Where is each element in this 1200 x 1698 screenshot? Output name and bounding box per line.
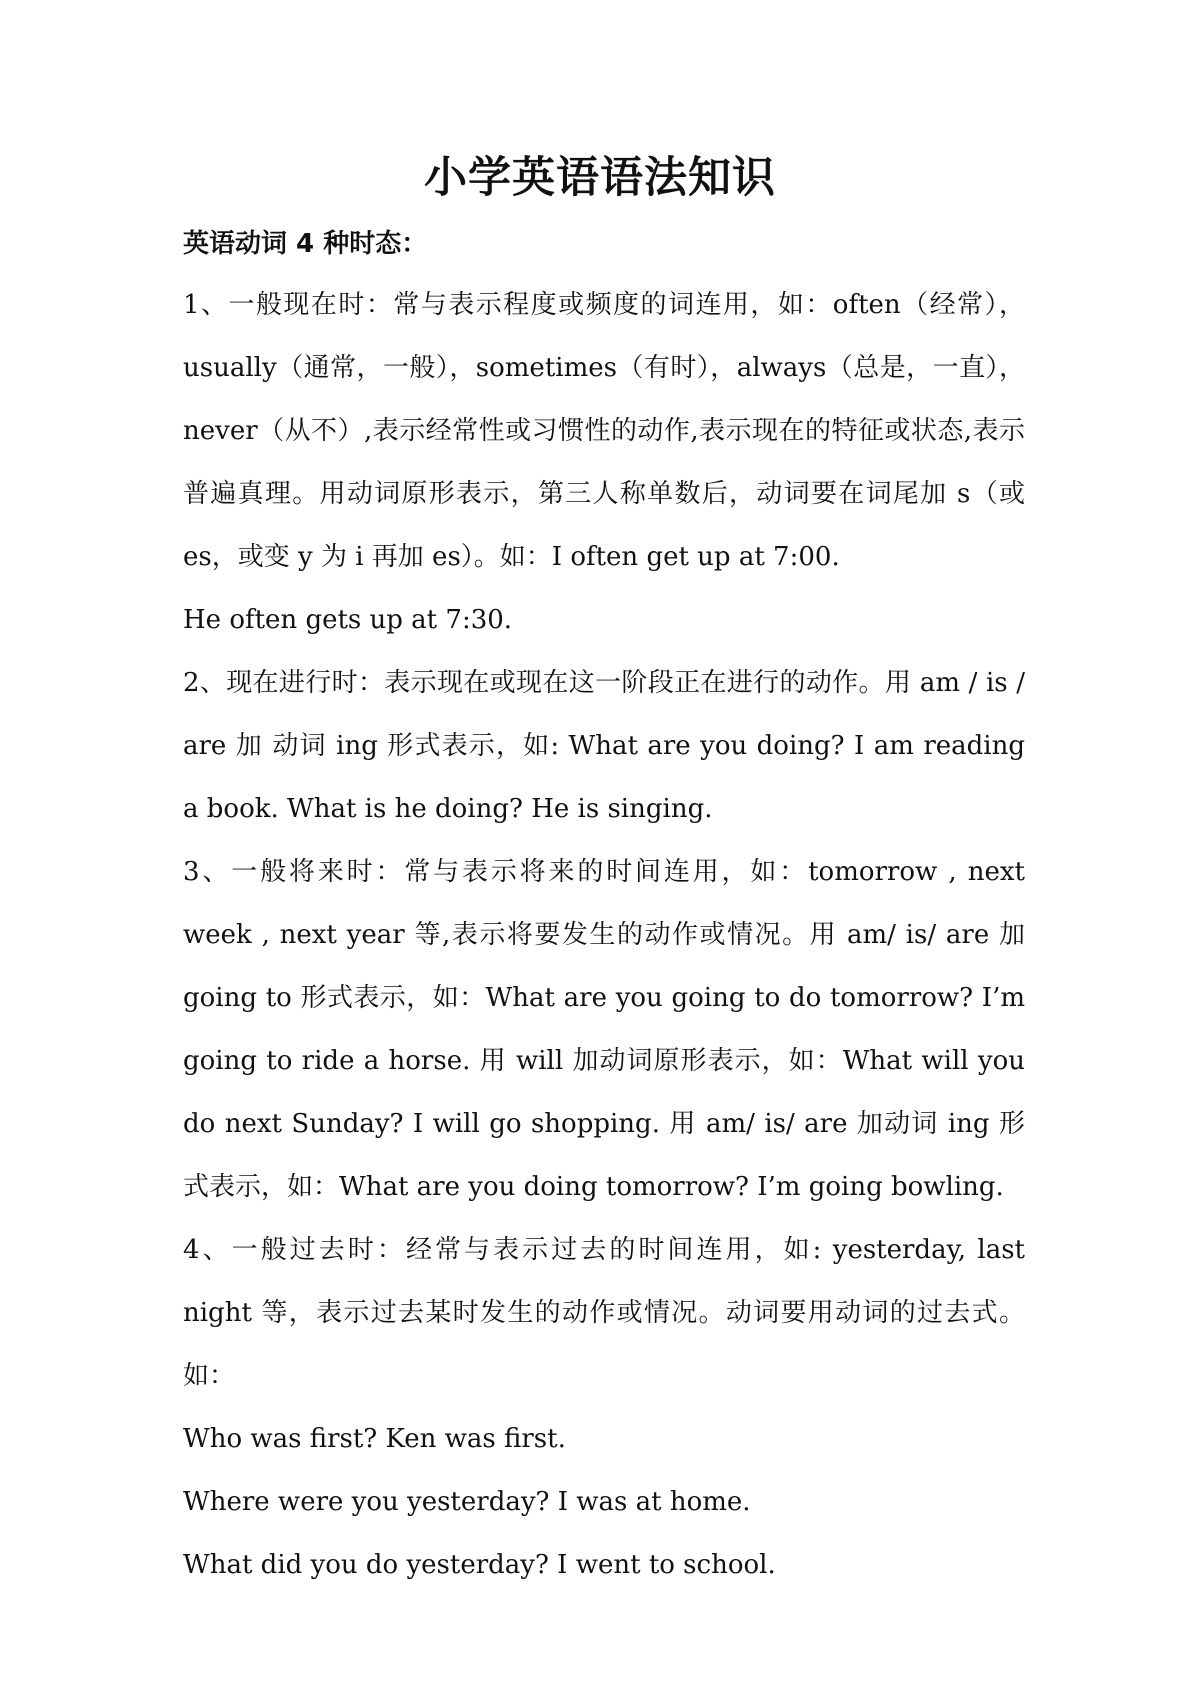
tense-present-simple: 1、一般现在时：常与表示程度或频度的词连用，如：often（经常），usually（通常，一般），sometimes（有时），always（总是，一直），never（从不）,表示经常性或习惯性的动作,表示现在的特征或状态,表示普遍真理。用动词原形表示，第三人称单数后，动词要在词尾加 s（或 es，或变 y 为 i 再加 es）。如：I often get up at 7:00. bbox=[183, 290, 1025, 572]
example-sentence: Who was first? Ken was first. bbox=[183, 1424, 566, 1454]
example-sentence: He often gets up at 7:30. bbox=[183, 605, 513, 635]
page-title: 小学英语语法知识 bbox=[424, 153, 776, 203]
document-body bbox=[183, 214, 1025, 1597]
example-sentence: What did you do yesterday? I went to school. bbox=[183, 1550, 776, 1580]
tense-past-simple: 4、一般过去时：经常与表示过去的时间连用，如: yesterday, last night 等，表示过去某时发生的动作或情况。动词要用动词的过去式。如： bbox=[183, 1235, 1025, 1391]
example-sentence: Where were you yesterday? I was at home. bbox=[183, 1487, 751, 1517]
tense-present-continuous: 2、现在进行时：表示现在或现在这一阶段正在进行的动作。用 am / is / are 加 动词 ing 形式表示，如: What are you doing? I am reading a book. What is he doing? He is singing. bbox=[183, 668, 1025, 824]
section-heading: 英语动词 4 种时态： bbox=[183, 229, 428, 259]
tense-future-simple: 3、一般将来时：常与表示将来的时间连用，如：tomorrow , next week , next year 等,表示将要发生的动作或情况。用 am/ is/ are 加 going to 形式表示，如：What are you going to do tomorrow? I’m going to ride a horse. 用 will 加动词原形表示，如：What will you do next Sunday? I will go shopping. 用 am/ is/ are 加动词 ing 形式表示，如：What are you doing tomorrow? I’m going bowling. bbox=[183, 857, 1025, 1202]
